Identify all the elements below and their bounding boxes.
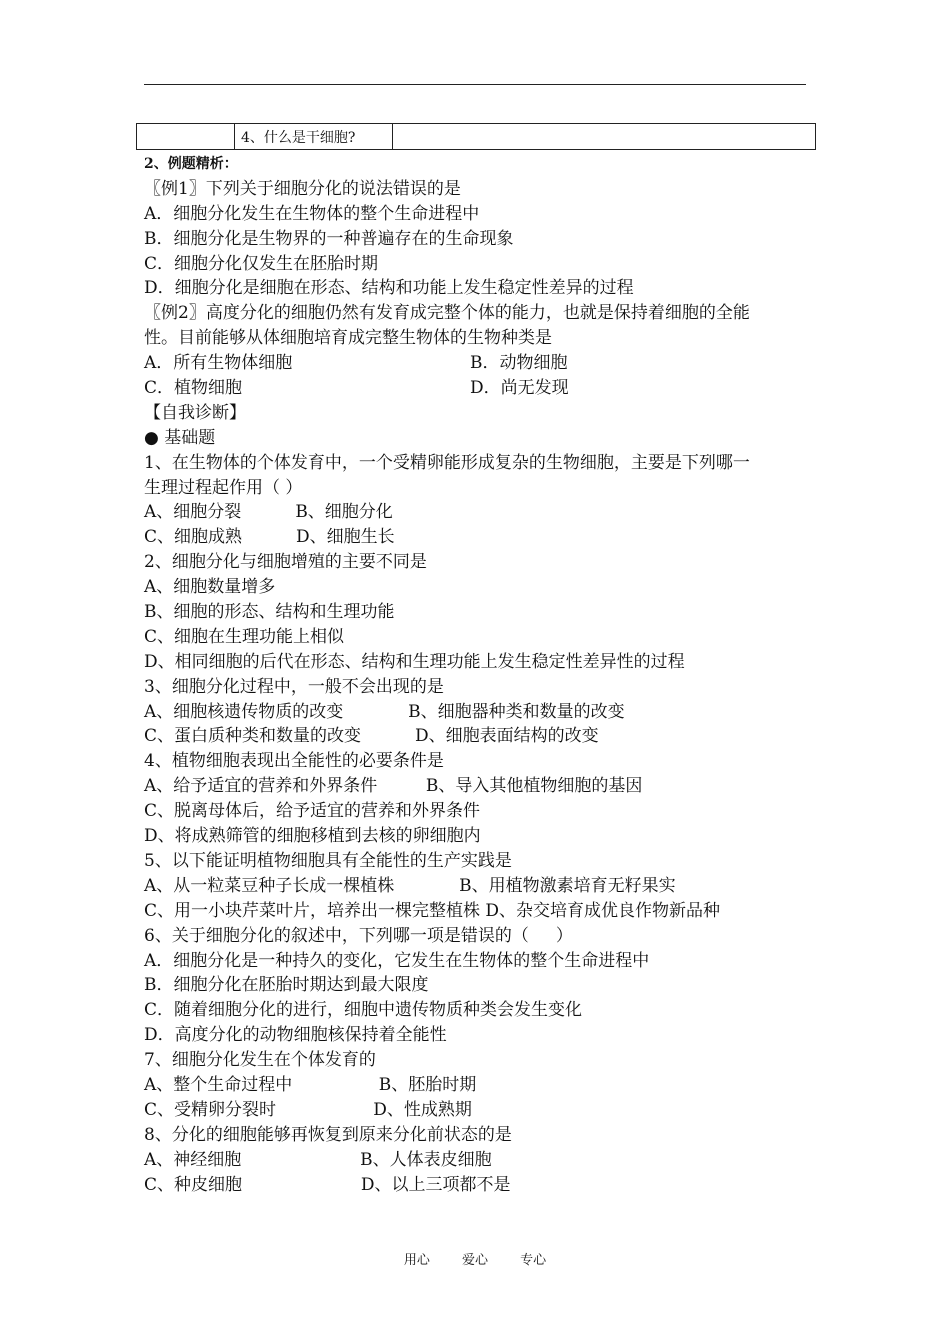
document-body: [144, 152, 824, 1197]
question-6-option-c: C．随着细胞分化的进行，细胞中遗传物质种类会发生变化: [144, 1000, 583, 1021]
question-1-options-cd: C、细胞成熟 D、细胞生长: [144, 527, 395, 548]
answer-table: [136, 123, 816, 150]
example-2-stem: 〖例2〗高度分化的细胞仍然有发育成完整个体的能力，也就是保持着细胞的全能: [144, 303, 750, 324]
question-4-option-d: D、将成熟筛管的细胞移植到去核的卵细胞内: [144, 826, 481, 847]
example-2-option-b: B．动物细胞: [470, 353, 568, 374]
question-8-stem: 8、分化的细胞能够再恢复到原来分化前状态的是: [144, 1124, 512, 1145]
example-2-option-a: A．所有生物体细胞: [144, 353, 293, 374]
question-6-stem: 6、关于细胞分化的叙述中，下列哪一项是错误的（ ）: [144, 925, 573, 946]
question-3-options-cd: C、蛋白质种类和数量的改变 D、细胞表面结构的改变: [144, 726, 599, 747]
question-5-stem: 5、以下能证明植物细胞具有全能性的生产实践是: [144, 850, 512, 871]
question-6-option-d: D．高度分化的动物细胞核保持着全能性: [144, 1025, 447, 1046]
question-3-stem: 3、细胞分化过程中，一般不会出现的是: [144, 676, 444, 697]
question-8-options-cd: C、种皮细胞 D、以上三项都不是: [144, 1174, 511, 1195]
header-rule: [144, 84, 806, 85]
question-2-option-b: B、细胞的形态、结构和生理功能: [144, 602, 395, 623]
example-2-option-c: C．植物细胞: [144, 378, 243, 399]
example-1-option-d: D．细胞分化是细胞在形态、结构和功能上发生稳定性差异的过程: [144, 278, 634, 299]
example-1-option-c: C．细胞分化仅发生在胚胎时期: [144, 253, 379, 274]
example-1-option-b: B．细胞分化是生物界的一种普遍存在的生命现象: [144, 228, 514, 249]
section-title: 2、例题精析：: [144, 156, 238, 172]
example-1-stem: 〖例1〗下列关于细胞分化的说法错误的是: [144, 178, 461, 199]
page-footer: [0, 1249, 950, 1268]
table-row: [137, 124, 816, 150]
basic-heading: ● 基础题: [144, 427, 216, 448]
table-cell: [137, 124, 235, 150]
question-1-stem-cont: 生理过程起作用（ ）: [144, 477, 303, 498]
question-6-option-b: B．细胞分化在胚胎时期达到最大限度: [144, 975, 429, 996]
question-7-options-ab: A、整个生命过程中 B、胚胎时期: [144, 1074, 477, 1095]
question-2-option-d: D、相同细胞的后代在形态、结构和生理功能上发生稳定性差异性的过程: [144, 651, 685, 672]
question-2-option-a: A、细胞数量增多: [144, 577, 276, 598]
footer-text-3: 专心: [520, 1253, 547, 1268]
question-1-options-ab: A、细胞分裂 B、细胞分化: [144, 502, 393, 523]
question-4-stem: 4、植物细胞表现出全能性的必要条件是: [144, 751, 444, 772]
self-diagnosis-heading: 【自我诊断】: [144, 402, 246, 423]
example-2-stem-cont: 性。目前能够从体细胞培育成完整生物体的生物种类是: [144, 328, 552, 349]
question-5-options-cd: C、用一小块芹菜叶片，培养出一棵完整植株 D、杂交培育成优良作物新品种: [144, 900, 721, 921]
question-2-option-c: C、细胞在生理功能上相似: [144, 626, 345, 647]
question-3-options-ab: A、细胞核遗传物质的改变 B、细胞器种类和数量的改变: [144, 701, 625, 722]
question-4-option-c: C、脱离母体后，给予适宜的营养和外界条件: [144, 801, 481, 822]
question-7-options-cd: C、受精卵分裂时 D、性成熟期: [144, 1099, 472, 1120]
example-2-options-ab: [144, 351, 824, 376]
question-4-options-ab: A、给予适宜的营养和外界条件 B、导入其他植物细胞的基因: [144, 776, 643, 797]
question-2-stem: 2、细胞分化与细胞增殖的主要不同是: [144, 552, 427, 573]
example-2-option-d: D．尚无发现: [470, 378, 569, 399]
footer-text-1: 用心: [403, 1253, 430, 1268]
question-5-options-ab: A、从一粒菜豆种子长成一棵植株 B、用植物激素培育无籽果实: [144, 875, 676, 896]
table-cell: [393, 124, 816, 150]
table-cell: 4、什么是干细胞?: [235, 124, 393, 150]
question-6-option-a: A．细胞分化是一种持久的变化，它发生在生物体的整个生命进程中: [144, 950, 650, 971]
question-8-options-ab: A、神经细胞 B、人体表皮细胞: [144, 1149, 492, 1170]
question-1-stem: 1、在生物体的个体发育中，一个受精卵能形成复杂的生物细胞，主要是下列哪一: [144, 452, 750, 473]
question-7-stem: 7、细胞分化发生在个体发育的: [144, 1050, 376, 1071]
footer-text-2: 爱心: [461, 1253, 488, 1268]
example-2-options-cd: [144, 376, 824, 401]
example-1-option-a: A．细胞分化发生在生物体的整个生命进程中: [144, 203, 480, 224]
